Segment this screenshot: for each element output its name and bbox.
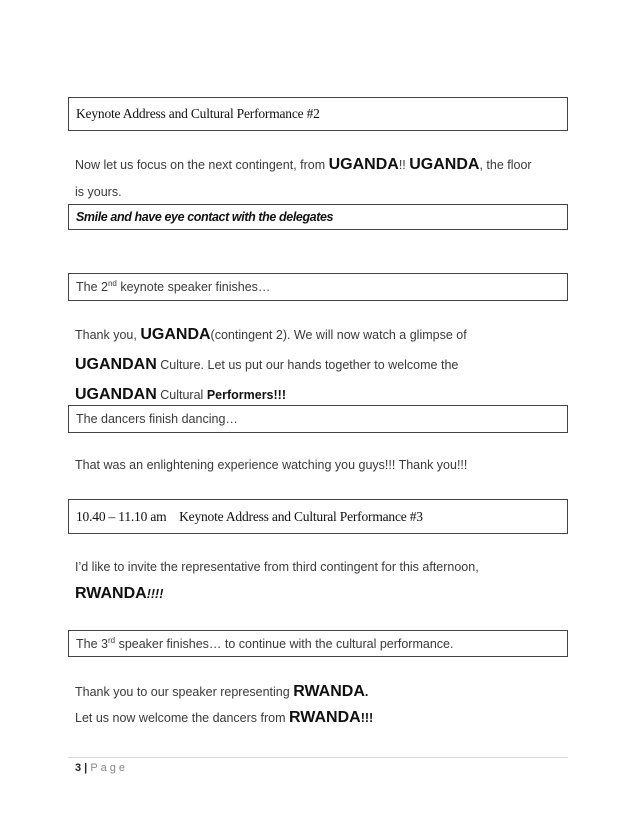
culture-line (75, 356, 458, 374)
section-3-header-box (68, 499, 568, 534)
speaker-2-cue: The 2nd keynote speaker finishes… (76, 279, 271, 295)
welcome-text: Let us now welcome the dancers from (75, 711, 289, 725)
performers-line (75, 386, 286, 404)
thanks-line (75, 326, 467, 344)
stage-note-box (68, 204, 568, 230)
performers-bold: Performers!!! (206, 388, 286, 402)
intro-text: Now let us focus on the next contingent, from (75, 158, 329, 172)
invite-line (75, 560, 479, 574)
thanks-text: Thank you, (75, 328, 141, 342)
page-label: Page (90, 762, 129, 774)
intro-line-1 (75, 156, 532, 174)
country-uganda-2: UGANDA (409, 156, 480, 173)
thanks-text-end: (contingent 2). We will now watch a glimpse of (210, 328, 467, 342)
footer-separator: | (81, 762, 91, 774)
page-footer (75, 762, 128, 774)
country-ugandan-2: UGANDAN (75, 386, 157, 403)
speaker-2-cue-box (68, 273, 568, 301)
welcome-line (75, 709, 373, 727)
country-rwanda-2: RWANDA (293, 683, 365, 700)
intro-line-2 (75, 185, 122, 199)
thanks-period: . (364, 685, 369, 699)
performers-text: Cultural (156, 388, 207, 402)
footer-divider (68, 757, 568, 758)
intro-text-end: , the floor (479, 158, 532, 172)
country-uganda: UGANDA (328, 156, 399, 173)
dance-cue-box (68, 405, 568, 433)
invite-text: I’d like to invite the representative from third contingent for this afternoon, (75, 560, 479, 574)
stage-note: Smile and have eye contact with the delegates (76, 210, 334, 224)
section-3-header: 10.40 – 11.10 am Keynote Address and Cultural Performance #3 (76, 508, 423, 524)
culture-text: Culture. Let us put our hands together to welcome the (156, 358, 459, 372)
intro-text-2: is yours. (75, 185, 122, 199)
country-uganda-3: UGANDA (140, 326, 211, 343)
country-ugandan: UGANDAN (75, 356, 157, 373)
speaker-3-cue: The 3rd speaker finishes… to continue with the cultural performance. (76, 635, 454, 652)
section-2-header-box (68, 97, 568, 131)
country-rwanda: RWANDA (75, 585, 147, 602)
section-2-header: Keynote Address and Cultural Performance #2 (76, 106, 320, 121)
after-dance-text: That was an enlightening experience watching you guys!!! Thank you!!! (75, 458, 468, 472)
invite-exclaim: !!!! (146, 587, 164, 601)
invite-country-line (75, 585, 163, 603)
country-rwanda-3: RWANDA (289, 709, 361, 726)
thanks-speaker-line (75, 683, 368, 701)
welcome-exclaim: !!! (360, 711, 374, 725)
page-number: 3 (75, 762, 82, 774)
after-dance-line (75, 458, 467, 472)
intro-exclaim: !! (398, 158, 410, 172)
dance-cue: The dancers finish dancing… (76, 412, 238, 426)
speaker-3-cue-box (68, 630, 568, 657)
thanks-speaker-text: Thank you to our speaker representing (75, 685, 294, 699)
